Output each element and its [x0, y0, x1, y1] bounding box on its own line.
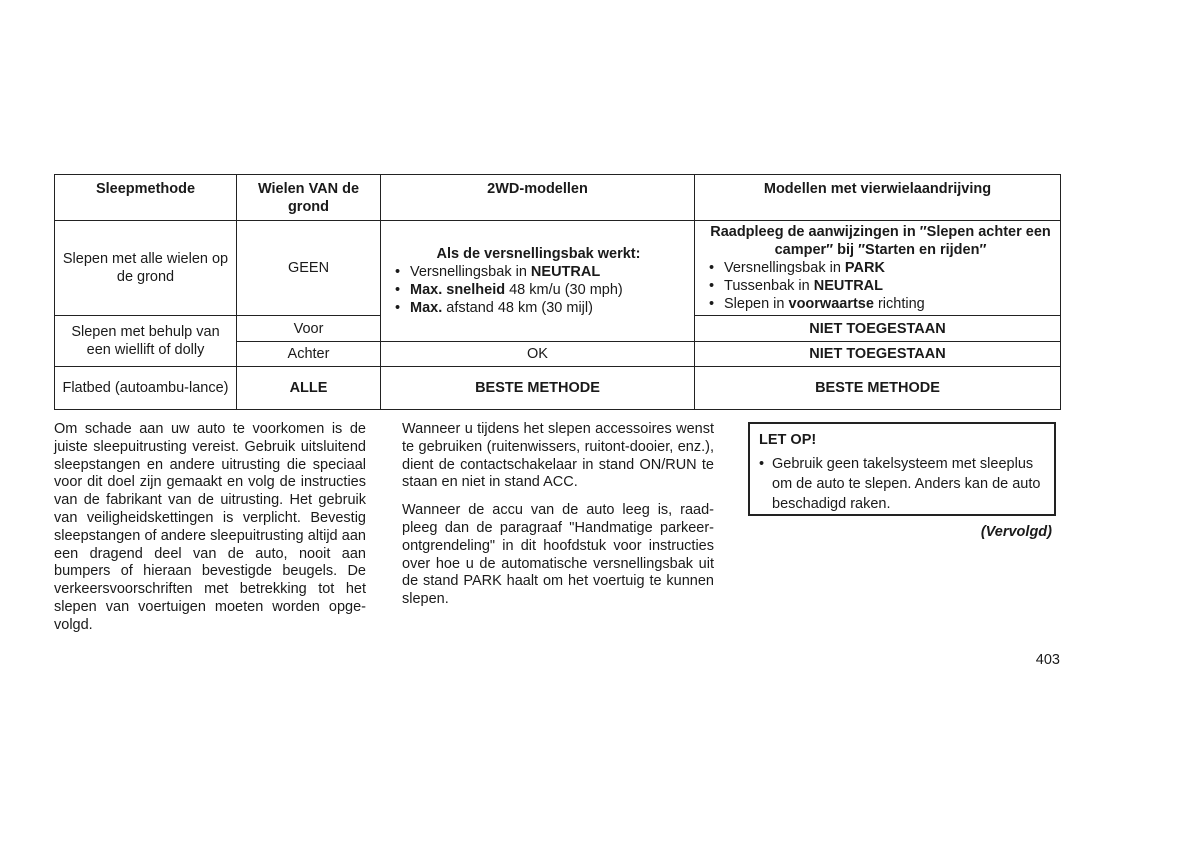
body-paragraph: Wanneer de accu van de auto leeg is, raad-pleeg dan de paragraaf "Handmatige parkeer-ontgrendeling" in dit hoofdstuk voor instructies over hoe u de automatische versnellingsbak uit de stand PARK haalt om het voertuig te kunnen slepen. — [402, 502, 714, 608]
list-item: • Tussenbak in NEUTRAL — [709, 278, 884, 294]
towing-table — [54, 174, 1061, 410]
table-row — [55, 367, 1061, 410]
twd-rear-ok: OK — [381, 342, 695, 367]
header-2wd-models: 2WD-modellen — [381, 175, 695, 221]
caution-item — [759, 454, 1046, 514]
list-item: • Versnellingsbak in PARK — [709, 260, 885, 276]
list-item: • Versnellingsbak in NEUTRAL — [395, 264, 601, 280]
fwd-rear-not-allowed: NIET TOEGESTAAN — [695, 342, 1061, 367]
continued-label: (Vervolgd) — [980, 524, 1052, 540]
fwd-flat-tow-cell — [695, 221, 1061, 316]
caution-text: Gebruik geen takelsysteem met sleeplus om de auto te slepen. Anders kan de auto beschadigd raken. — [772, 456, 1041, 512]
table-header-row — [55, 175, 1061, 221]
wheels-front: Voor — [237, 316, 381, 342]
fwd-conditions-list — [707, 259, 1054, 313]
caution-title: LET OP! — [759, 432, 817, 448]
twd-flat-tow-cell — [381, 221, 695, 342]
body-paragraph: Wanneer u tijdens het slepen accessoires wenst te gebruiken (ruitenwissers, ruitont-dooier, enz.), dient de contactschakelaar in stand ON/RUN te staan en niet in stand ACC. — [402, 421, 714, 491]
list-item: • Max. afstand 48 km (30 mijl) — [395, 300, 593, 316]
fwd-front-not-allowed: NIET TOEGESTAAN — [695, 316, 1061, 342]
text-column-left — [54, 421, 366, 645]
bullet-icon: • — [759, 456, 765, 472]
method-flatbed: Flatbed (autoambu-lance) — [55, 367, 237, 410]
wheels-all: ALLE — [237, 367, 381, 410]
twd-lead: Als de versnellingsbak werkt: — [436, 246, 641, 262]
method-dolly: Slepen met behulp van een wiellift of dolly — [55, 316, 237, 367]
header-tow-method: Sleepmethode — [55, 175, 237, 221]
fwd-lead: Raadpleeg de aanwijzingen in ″Slepen achter een camper″ bij ″Starten en rijden″ — [710, 224, 1051, 258]
list-item: • Max. snelheid 48 km/u (30 mph) — [395, 282, 623, 298]
body-paragraph: Om schade aan uw auto te voorkomen is de juiste sleepuitrusting vereist. Gebruik uitsluitend sleepstangen en andere uitrusting die speciaal voor dit doel zijn gemaakt en volg de instructies van de fabrikant van de uitrusting. Het gebruik van veiligheidskettingen is verplicht. Bevestig sleepstangen of andere sleepuitrusting altijd aan een dragend deel van de auto, nooit aan bumpers of hieraan bevestigde beugels. De verkeersvoorschriften met betrekking tot het slepen van voertuigen moeten worden opge-volgd. — [54, 421, 366, 633]
twd-conditions-list — [393, 263, 684, 317]
caution-box — [748, 422, 1056, 516]
twd-flatbed-best: BESTE METHODE — [381, 367, 695, 410]
list-item: • Slepen in voorwaartse richting — [709, 296, 925, 312]
table-row — [55, 221, 1061, 316]
page-number: 403 — [1035, 652, 1060, 668]
wheels-none: GEEN — [237, 221, 381, 316]
method-flat-tow: Slepen met alle wielen op de grond — [55, 221, 237, 316]
text-column-middle — [402, 421, 714, 619]
fwd-flatbed-best: BESTE METHODE — [695, 367, 1061, 410]
header-4wd-models: Modellen met vierwielaandrijving — [695, 175, 1061, 221]
header-wheels-off-ground: Wielen VAN de grond — [237, 175, 381, 221]
wheels-rear: Achter — [237, 342, 381, 367]
